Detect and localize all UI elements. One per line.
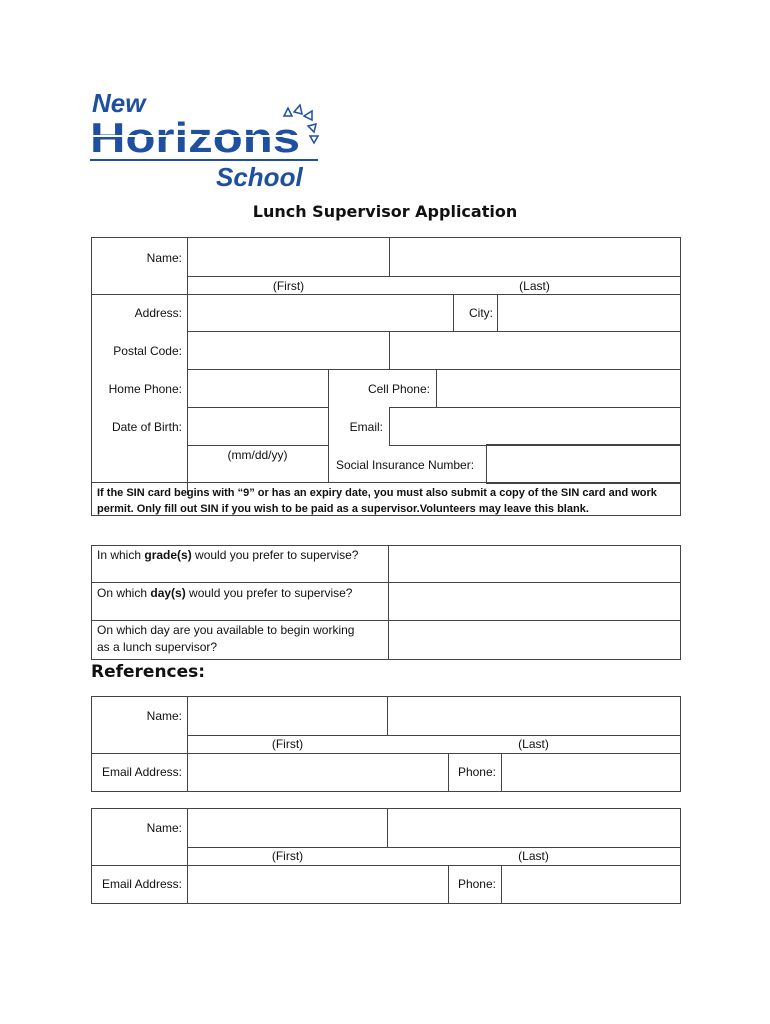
reference-1-last-name-field[interactable] — [387, 696, 681, 736]
sin-note — [97, 485, 677, 517]
logo-new: New — [92, 88, 146, 118]
references-heading: References: — [91, 662, 206, 682]
logo-horizons: Horizons — [90, 114, 300, 161]
home-phone-label: Home Phone: — [108, 382, 182, 396]
address-field[interactable] — [187, 294, 454, 332]
grade-question-text: would you prefer to supervise? — [191, 548, 359, 562]
reference-1-phone-field[interactable] — [501, 753, 681, 792]
reference-2-last-name-field[interactable] — [387, 808, 681, 848]
cell-phone-field[interactable] — [436, 369, 681, 408]
start-day-answer-field[interactable] — [389, 621, 679, 658]
name-label: Name: — [146, 251, 182, 265]
day-question — [97, 585, 382, 602]
first-name-field[interactable] — [187, 237, 390, 277]
postal-code-field[interactable] — [187, 331, 390, 370]
grade-answer-field[interactable] — [389, 546, 679, 582]
last-name-field[interactable] — [389, 237, 681, 277]
reference-phone-label: Phone: — [457, 877, 496, 891]
sin-note-line-2: permit. Only fill out SIN if you wish to be paid as a supervisor.Volunteers may leave this blank. — [97, 503, 589, 515]
dob-format-hint: (mm/dd/yy) — [227, 448, 288, 462]
reference-first-caption: (First) — [271, 737, 304, 751]
reference-2-phone-field[interactable] — [501, 865, 681, 904]
email-label: Email: — [349, 420, 383, 434]
home-phone-field[interactable] — [187, 369, 329, 408]
grade-question-emphasis: grade(s) — [144, 548, 192, 562]
postal-code-label: Postal Code: — [113, 344, 182, 358]
logo-school: School — [216, 162, 303, 190]
last-caption: (Last) — [519, 279, 550, 293]
start-day-question-line-1: On which day are you available to begin working — [97, 623, 355, 637]
reference-last-caption: (Last) — [518, 737, 549, 751]
divider — [328, 444, 329, 482]
grade-question-text: In which — [97, 548, 145, 562]
city-label: City: — [469, 306, 493, 320]
reference-last-caption: (Last) — [518, 849, 549, 863]
first-caption: (First) — [272, 279, 305, 293]
start-day-question — [97, 622, 382, 656]
day-question-emphasis: day(s) — [150, 586, 186, 600]
sin-label: Social Insurance Number: — [336, 458, 475, 472]
email-field[interactable] — [389, 407, 681, 446]
reference-name-label: Name: — [146, 821, 182, 835]
reference-email-label: Email Address: — [101, 765, 182, 779]
reference-name-label: Name: — [146, 709, 182, 723]
reference-phone-label: Phone: — [457, 765, 496, 779]
sin-field[interactable] — [486, 444, 681, 484]
city-field[interactable] — [497, 294, 681, 332]
day-question-text: would you prefer to supervise? — [185, 586, 353, 600]
postal-extra-field[interactable] — [389, 331, 681, 370]
reference-2-first-name-field[interactable] — [187, 808, 388, 848]
address-label: Address: — [134, 306, 182, 320]
day-question-text: On which — [97, 586, 151, 600]
reference-1-first-name-field[interactable] — [187, 696, 388, 736]
dob-field[interactable] — [187, 407, 329, 446]
start-day-question-line-2: as a lunch supervisor? — [97, 640, 218, 654]
reference-1-email-field[interactable] — [187, 753, 449, 792]
sin-note-line-1: If the SIN card begins with “9” or has an expiry date, you must also submit a copy of the SIN card and work — [97, 487, 657, 499]
page-title: Lunch Supervisor Application — [252, 202, 518, 221]
school-logo — [88, 86, 328, 190]
dob-label: Date of Birth: — [111, 420, 182, 434]
cell-phone-label: Cell Phone: — [367, 382, 430, 396]
grade-question — [97, 547, 382, 564]
reference-email-label: Email Address: — [101, 877, 182, 891]
day-answer-field[interactable] — [389, 583, 679, 620]
reference-first-caption: (First) — [271, 849, 304, 863]
reference-2-email-field[interactable] — [187, 865, 449, 904]
